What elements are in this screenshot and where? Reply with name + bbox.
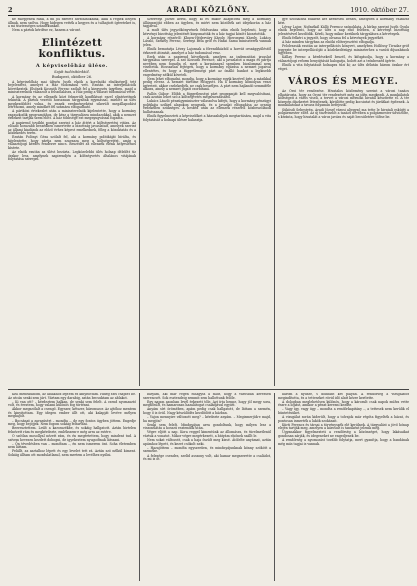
feuilleton-column-1 [8,393,136,581]
article-paragraph: Kállay Ferenc a kérdésekről beszél, és kifogásolja, hogy a kormány a választójogi reform benyújtását halogatja, holott azt a trónbeszéd ígérte. [278,55,409,63]
story-paragraph: bátyám, aki már régen elhagyta a falut, hogy a városban keressen szerencsét. Sok esztendeig semmit sem hallottunk felőle. [143,393,271,400]
news-paragraph: Ugyanakkor figyelmezteti a rendőrség a közönséget, hogy lakásaikat gondosan zárják, és idegeneket ne engedjenek be. [278,430,409,438]
column-divider [139,18,140,386]
story-paragraph: Felállt, az asztalhoz lépett és egy levelet tett rá. Aztán szó nélkül kiment. Sokáig álltam ott mozdulatlanul, nem mertem a levélhez nyúlni. [8,449,136,457]
article-paragraph: A napirend további pontjai szerint a ház áttért a költségvetési vitára. Az előadó hosszabb beszédben ismertette a bizottság javaslatait, amelyek szerint az állami kiadások az előző évhez képest emelkednek, főleg a közoktatás és a közlekedés terén. [8,120,136,136]
article-paragraph: Az elnök ezután az ülést bezárta. Legközelebbi ülés holnap délelőtt tíz órakor lesz, amelynek napirendjén a költségvetés általános vitájának folytatása szerepel. [8,150,136,162]
story-paragraph: A felesége csendes, szelíd asszony volt, aki hamar megszerette a családot, és mi is őt. [143,453,271,462]
newspaper-page [8,5,409,581]
story-paragraph: – Hazajöttem – mondta egyszerűen, és mindnyájunknak könny szökött a szemébe. [143,445,271,454]
story-paragraph: – Ki van ott? – kérdeztem halkan, de senki sem felelt. A csend nyomasztó volt, és éreztem, hogy valami különös fog történni. [8,399,136,408]
lead-paragraph: ne rálépjenek ránk, a mi jól fizetett hivatalnokaink, akik a régiek helyén állnak, nem szólva. Hogy hidegen vették a kegyes és a tulhajtott ígéreteket is, a mi tisztességes szándékunkat. [8,18,136,29]
story-paragraph: Nem sokat változott, csak a haja őszült meg kissé. Átölelte anyámat, aztán apámhoz lépett, és kezet csókolt neki. [143,438,271,446]
article-paragraph: Lukács László pénzügyminiszter válaszolva kifejti, hogy a kormány pénzügyi politikája szilárd alapokon nyugszik, és a javaslat elfogadása az ország érdekében szükséges. A beszéd után az ellenzék részéről közbeszólások hallatszanak. [143,99,271,114]
article-paragraph: Elnök felkéri a jegyzőt, hogy olvassa fel a kérvények jegyzékét. [282,35,385,40]
article-paragraph: Ezek után a napirend következik, amelyen az indemnitási javaslat tárgyalása szerepel. A szó Kossuth Ferencé, aki a javaslatot a maga és pártja nevében nem fogadja el, mert a kormánnyal szemben bizalommal nem viseltetik. Hosszasan fejtegeti, hogy a kormány eljárása a nemzet jogaival ellentétes, és hogy a függetlenségi párt az önálló bankot a legkisebb engedmény nélkül követeli. [143,54,271,77]
story-paragraph: Senki sem felelt. Mindnyájan arra gondoltunk, hogy milyen lesz a viszontlátás a hosszú esztendők után. [143,422,271,431]
article-paragraph: Felolvassák ezután az interpellációs könyvet, amelyben Hollóssy Tivadar gróf jegyezte be interpellációját a közlekedésügyi miniszterhez a vasúti díjszabások ügyében. [278,44,409,56]
article-paragraph: Elnök bemutatja Lévay Lajosnak a főrendiházból a horvát országgyűléstől érkezett átiratát, amelyet a ház tudomásul vesz. [143,47,271,55]
feuilleton-column-2 [143,393,271,581]
article-paragraph: Nem lehet elfogadni, mondja, hogy a kormány egyik kezével ígér, a másikkal pedig elvesz. A nemzet türelme elfogyott. Ha a kormány komolyan veszi ígéreteit, akkor cselekedjék, ne csak beszéljen. A párt nem hajlandó semmiféle alkura, amely a nemzet jogait csorbítaná. [143,76,271,92]
article-dateline: Budapest, október 26. [51,75,93,80]
story-paragraph: – Ön tévedésben van – mondtam –, én nem ismerem önt. Soha életemben nem láttam. [8,441,136,450]
story-paragraph: Kell menekülnöm, az ablakhoz léptem és kinyitottam. Hideg szél csapott be. Az utcán senki sem járt. Vártam egy darabig, aztán becsuktam az ablakot. [8,393,136,400]
story-paragraph: Végre eljött a nap. Kora reggel kimentünk az állomásra, és türelmetlenül vártuk a vonatot. Mikor végre megérkezett, a bátyám elsőnek szállt le. [143,430,271,438]
column-divider [274,18,275,386]
article-title: Elintézett konfliktus. [38,36,106,60]
article-paragraph: Elnök a vita folytatását holnapra tűzi ki; az ülés délután három órakor ért véget. [278,63,409,71]
story-paragraph: Beeresztettem. Leült a karosszékbe, és sokáig hallgatott. Aztán hirtelen felnézett rám és megkérdezte, emlékszem-e még arra az estére. [8,426,136,434]
column-3 [278,18,409,386]
feuilleton-rule [8,389,409,390]
article-paragraph: A pártközi értekezlet után a miniszterelnök kijelentette, hogy a kormány ragaszkodik programjához, de kész a tárgyalásra mindazokkal, akik a nemzet érdekeit tartják szem előtt. A ház többsége ezt megnyugvással fogadta. [8,109,136,121]
story-paragraph: – Vajon mennyire változott meg? – kérdezte anyám. – Megismerjük-e majd, ha megjön? [143,415,271,423]
news-paragraph: Az Oroi tér rendezése. Hivatalos közlemény szerint a városi tanács elhatározta, hogy az Orosi tér rendezését még az idén megkezdi. A munkálatok költségeit a város viseli, a tervet a városi mérnöki hivatal készítette el. A tér közepén díszkertet létesítenek, körülötte pedig kocsiutat és járdákat építenek. A munkálatokat a tavasz folyamán befejezik. [278,89,409,108]
column-2 [143,18,271,386]
article-paragraph: Szterényi József kérdi, hogy ki és mikor állapította meg a kormány álláspontját ebben az ügyben, és miért nem közölték azt idejekorán a ház tagjaival. [143,18,271,29]
article-byline: Saját tudósítónktól. [54,69,90,74]
column-divider [139,393,140,581]
column-1 [8,18,136,386]
article-subtitle: A képviselőház ülése. [35,62,109,69]
article-paragraph: Pallós Gábor: Előbb a függetlenségi párt programját kell megvalósítani, csak azután lehet szó a költségvetés megszavazásáról. [143,91,271,100]
news-paragraph: A rendőrség a nyomozást tovább folytatja, mert gyanítja, hogy a bandának még más tagjai is vannak. [278,438,409,446]
story-paragraph: O szótlan mosollyal nézett rám, és én megértettem, hogy mindent tud. A szívem hevesen kezdett dobogni, de igyekeztem nyugodtnak látszani. [8,433,136,442]
page-number: 2 [8,6,13,14]
article-paragraph: A képviselőház mai ülésén Justh elnök a korelnöki elnökségről tett bejelentést, amelyet a Ház tudomásul vett. Ezután az interpellációk következtek. Elsőnek Kossuth Ferenc szólalt fel a kiegyezés ügyében, majd a miniszterelnök válaszolt a felszólalásra, a Ház pedig a választ tudomásul vette. [8,79,136,95]
article-paragraph: Lévay Lajos: Nofzatkál Kálló Ferencz szónoklata. A hírlap szerint Justh Gyula elnök bejelenti, hogy az ülés a nap első felében, a kérvényi bizottság jelentésével kezdődik. Kérdi, hogy mikor kerülnek tárgyalásra a kérvények. [278,24,409,36]
article-paragraph: A mult ülés jegyzőkönyvének felolvasása után elnök bejelenti, hogy a kérvényi bizottság jelentését kinyomatták és a ház tagjai között kiosztották. [143,28,271,36]
story-paragraph: Egy napon azonban levél érkezett tőle. Azt írta benne, hogy jól megy sora, megnősült, és hamarosan hazalátogat családjával együtt. [143,399,271,408]
newspaper-title: ARADI KÖZLÖNY. [166,5,251,14]
article-paragraph: A kormány és az ellenzék közt felmerült konfliktust ezzel elintézettnek tekintik. A pártok vezetői hosszasan tárgyaltak egymással, mielőtt az ülés megkezdődött volna, és ennek eredményeként sikerült megállapodást létrehozni, amely mindkét fél számára elfogadható. [8,94,136,110]
news-paragraph: Kürti Ferencz és társai a törvényszék elé kerülnek. A tárgyalást a jövő hónap elején tartják meg, amelyen a károsult is tanúként jelenik meg. [278,422,409,431]
article-paragraph: A kormány részéről: Khuen-Héderváry Károly, Hieronymi Károly, Lukács László, Székely Ferenc, Serényi Béla gróf és Hazai Samu miniszterek vannak jelen. [143,35,271,48]
story-paragraph: Anyám sírt örömében, apám pedig csak hallgatott, de láttam a szemén, hogy ő is örül. Nagy készülődés kezdődött a házban. [143,407,271,415]
article-paragraph: A ház minden tárgyban az elnöki előterjesztést elfogadja. [282,40,375,45]
article-paragraph: gye szocialista fokként két kérdésről beszél, amelyben a kormány válaszát kéri. [278,18,409,25]
story-paragraph: – Bocsánat a zavarásért – mondta –, de egy fontos ügyben jöttem. Engedje meg, hogy bejöjjek. Nem fogom sokáig feltartani. [8,418,136,427]
news-paragraph: A dologban meglehetősen különös, hogy a károsult csak napok múlva vette észre a lopást, amikor a pénzt keresni kezdte. [278,399,409,408]
issue-date: 1910. október 27. [350,6,409,14]
article-paragraph: Ezután Polónyi Géza szólalt fel, aki a kormány politikáját bírálta, és kijelentette, hogy pártja nem szavazza meg a költségvetést, amíg a választójogi kérdés rendezve nincs. Beszédét az ellenzék élénk helyesléssel kísérte. [8,135,136,150]
news-paragraph: három a nyüsze, s dobbant két pályán. A rendőrség a vizsgálatot megindította, és a tetteseket rövid idő alatt kézre kerítette. [278,393,409,400]
story-paragraph: Akkor megszólalt a csengő. Egyszer, kétszer, háromszor. Az ajtóhoz mentem és kinyitottam. Egy idegen ember állt ott, aki kalapját levéve mélyen meghajolt. [8,407,136,419]
news-paragraph: – Vagy így, vagy úgy – mondta a rendőrkapitány –, a tettesek nem kerülik el büntetésüket. [278,407,409,415]
article-paragraph: Elnök figyelmezteti a képviselőket a házszabályok megtartására, majd a vita folytatását a holnapi ülésre halasztja. [143,113,271,122]
section-title: VÁROS ÉS MEGYE. [288,77,399,88]
page-header [8,5,409,16]
column-divider [274,393,275,581]
feuilleton-column-3 [278,393,409,581]
news-paragraph: Sükösdi Sebestyén, Aradi József városi aljegyző ma tette le hivatali esküjét a polgármester előtt. Az új tisztviselőt a tanács nevében a polgármester üdvözölte, s kívánta, hogy hivatalát a város javára és saját becsületére töltse be. [278,107,409,119]
lead-paragraph: Nem a pártok kérdése ez, hanem a városé. [12,28,82,33]
news-paragraph: A vizsgálat során kiderült, hogy a tolvajok már régóta figyelték a házat, és pontosan ismerték a lakók szokásait. [278,415,409,423]
